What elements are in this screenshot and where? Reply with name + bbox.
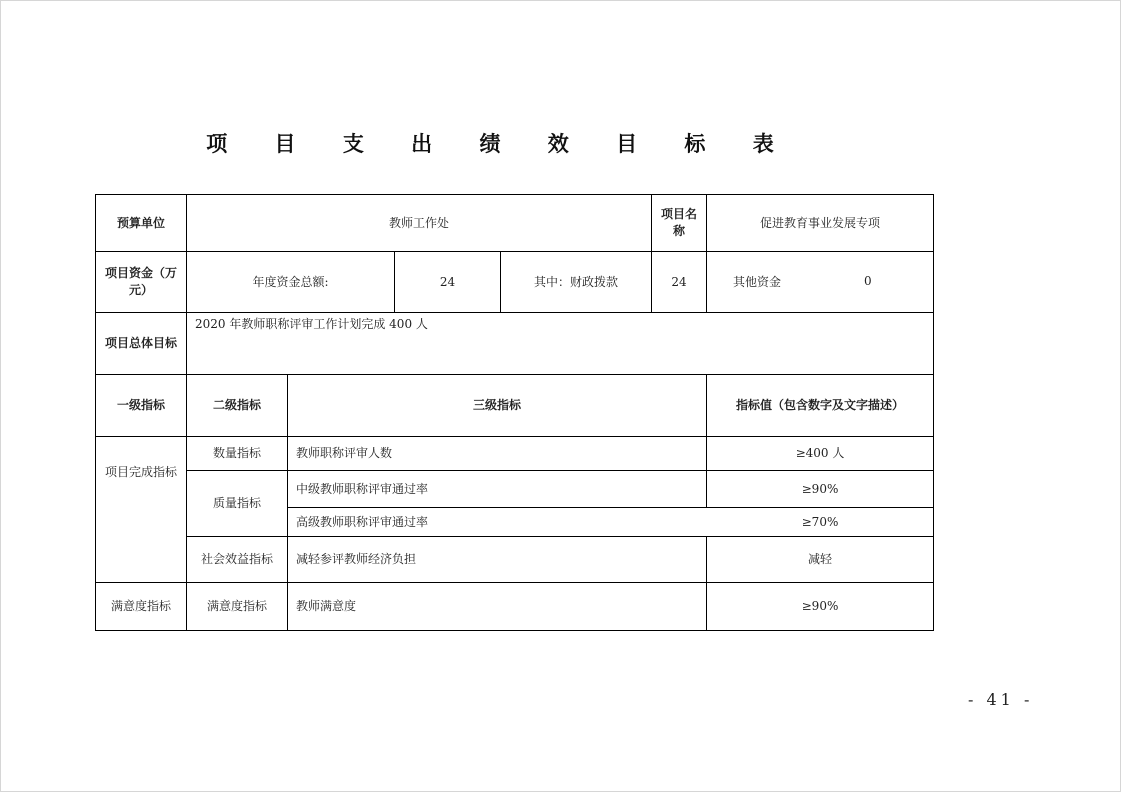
col-value-header: 指标值（包含数字及文字描述） (706, 374, 934, 437)
funds-label: 项目资金（万元） (95, 251, 187, 313)
col-level1-header: 一级指标 (95, 374, 187, 437)
row3-name: 高级教师职称评审通过率 (296, 514, 429, 529)
fiscal-label: 其中：财政拨款 (500, 251, 652, 313)
social-indicator-label: 社会效益指标 (186, 536, 288, 583)
col-level3-header: 三级指标 (287, 374, 707, 437)
goal-label: 项目总体目标 (95, 312, 187, 375)
row5-name: 教师满意度 (287, 582, 707, 631)
completion-indicator-label: 项目完成指标 (95, 436, 187, 583)
row5-value: ≥90% (706, 582, 934, 631)
satisfaction-level2-label: 满意度指标 (186, 582, 288, 631)
other-funds-cell (706, 251, 934, 313)
page-title: 项 目 支 出 绩 效 目 标 表 (206, 132, 794, 156)
annual-total-value: 24 (394, 251, 501, 313)
goal-value: 2020 年教师职称评审工作计划完成 400 人 (186, 312, 934, 375)
quality-indicator-label: 质量指标 (186, 470, 288, 537)
budget-unit-label: 预算单位 (95, 194, 187, 252)
project-name-label: 项目名称 (651, 194, 707, 252)
budget-unit-value: 教师工作处 (186, 194, 652, 252)
col-level2-header: 二级指标 (186, 374, 288, 437)
quantity-indicator-label: 数量指标 (186, 436, 288, 471)
row1-value: ≥400 人 (706, 436, 934, 471)
row1-name: 教师职称评审人数 (287, 436, 707, 471)
satisfaction-level1-label: 满意度指标 (95, 582, 187, 631)
fiscal-value: 24 (651, 251, 707, 313)
row4-name: 减轻参评教师经济负担 (287, 536, 707, 583)
other-funds-value: 0 (864, 274, 872, 288)
annual-total-label: 年度资金总额: (186, 251, 395, 313)
row2-value: ≥90% (706, 470, 934, 508)
row2-name: 中级教师职称评审通过率 (287, 470, 707, 508)
row4-value: 减轻 (706, 536, 934, 583)
other-funds-label: 其他资金 (733, 274, 782, 289)
page-number: - 41 - (968, 690, 1034, 709)
row3-value: ≥70% (801, 515, 839, 529)
project-name-value: 促进教育事业发展专项 (706, 194, 934, 252)
